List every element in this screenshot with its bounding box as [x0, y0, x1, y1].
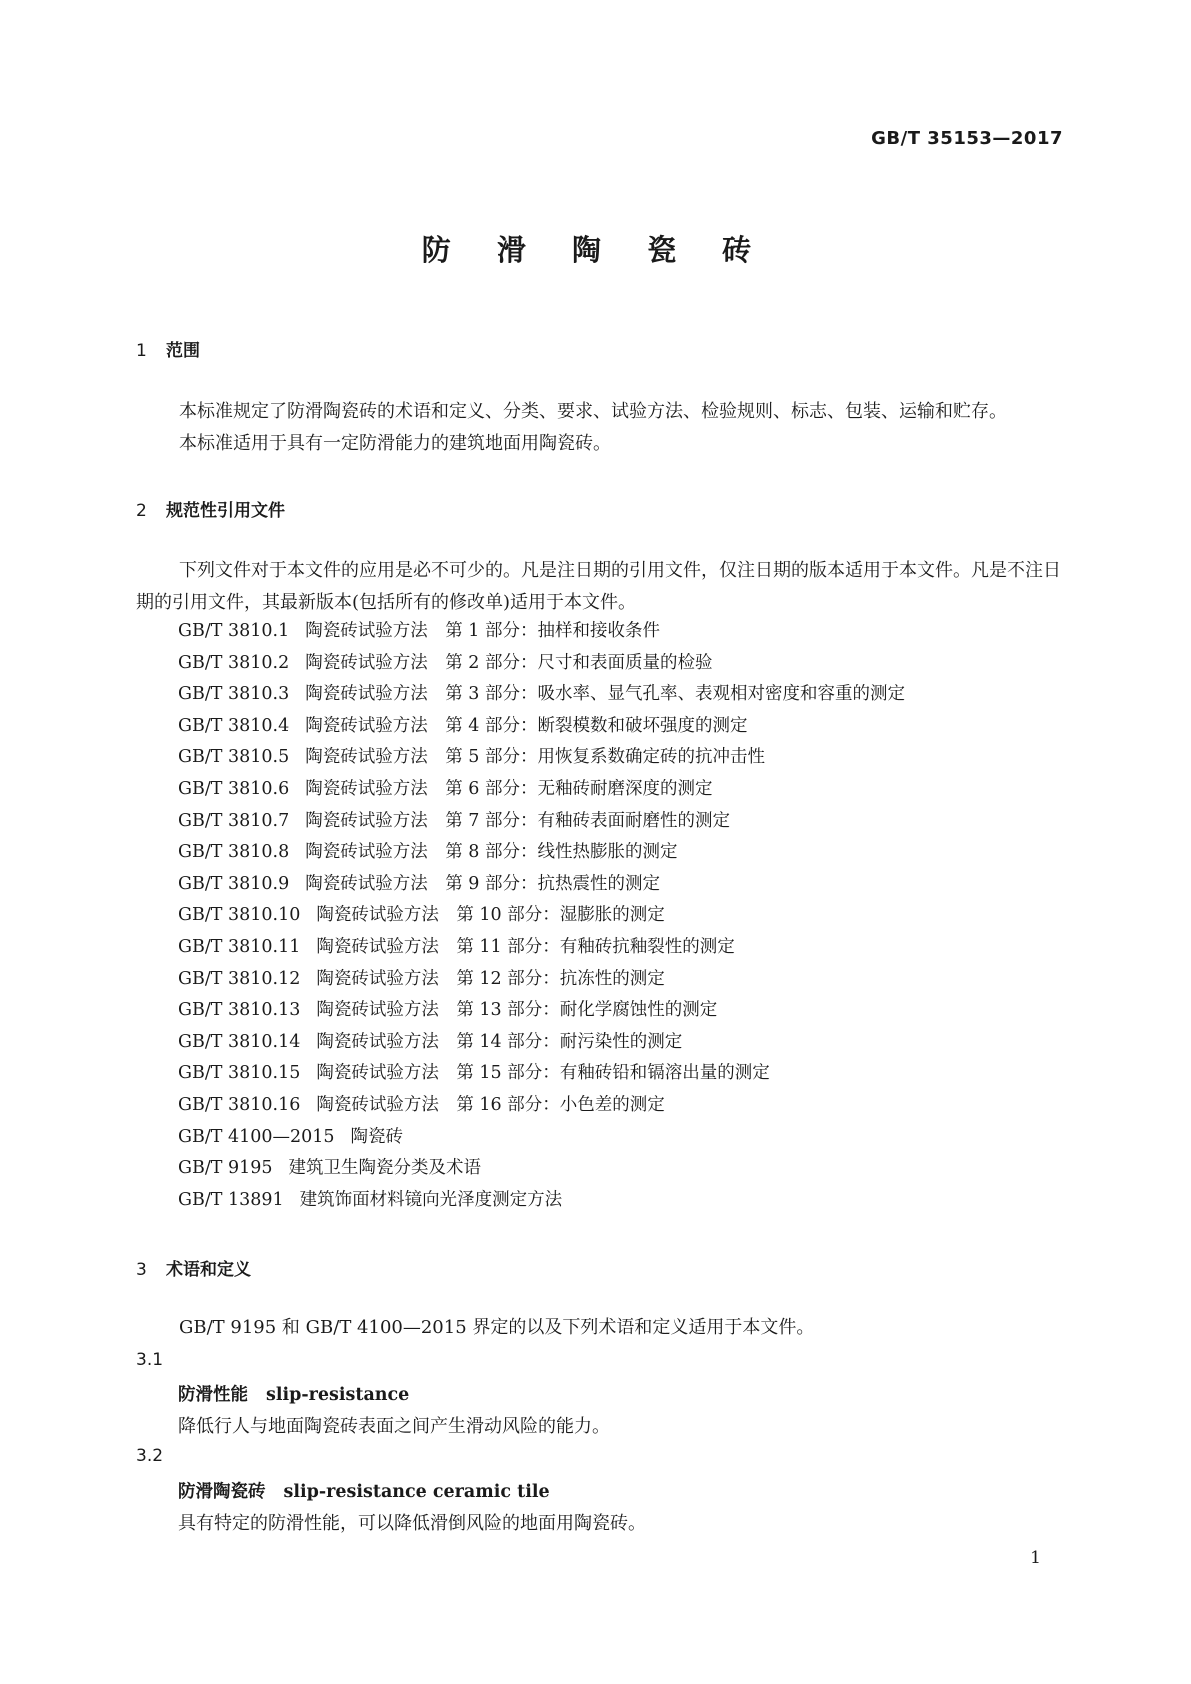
reference-code: GB/T 3810.9 [178, 873, 290, 894]
reference-code: GB/T 3810.8 [178, 842, 290, 863]
term-definition: 具有特定的防滑性能，可以降低滑倒风险的地面用陶瓷砖。 [178, 1513, 646, 1534]
references-intro: 下列文件对于本文件的应用是必不可少的。凡是注日期的引用文件，仅注日期的版本适用于本文件。凡是不注日期的引用文件，其最新版本(包括所有的修改单)适用于本文件。 [136, 560, 1061, 613]
reference-title: 陶瓷砖试验方法 第 3 部分：吸水率、显气孔率、表观相对密度和容重的测定 [305, 684, 905, 705]
reference-code: GB/T 3810.13 [178, 1000, 301, 1021]
reference-list [178, 616, 905, 1216]
reference-code: GB/T 3810.7 [178, 810, 290, 831]
reference-title: 陶瓷砖 [350, 1126, 404, 1147]
reference-item [178, 837, 905, 869]
reference-title: 建筑卫生陶瓷分类及术语 [288, 1158, 482, 1179]
document-title: 防 滑 陶 瓷 砖 [421, 233, 770, 267]
reference-title: 陶瓷砖试验方法 第 8 部分：线性热膨胀的测定 [305, 842, 678, 863]
page-number: 1 [1030, 1548, 1041, 1568]
reference-title: 陶瓷砖试验方法 第 7 部分：有釉砖表面耐磨性的测定 [305, 810, 730, 831]
reference-title: 陶瓷砖试验方法 第 10 部分：湿膨胀的测定 [316, 905, 665, 926]
section-title: 规范性引用文件 [166, 501, 285, 521]
reference-item [178, 1090, 905, 1122]
reference-code: GB/T 3810.14 [178, 1031, 301, 1052]
section-title: 范围 [166, 341, 200, 361]
reference-item [178, 742, 905, 774]
reference-code: GB/T 3810.2 [178, 652, 290, 673]
reference-title: 陶瓷砖试验方法 第 16 部分：小色差的测定 [316, 1094, 665, 1115]
section-heading-normative-references [136, 496, 285, 521]
reference-code: GB/T 3810.1 [178, 621, 290, 641]
term-definition: 降低行人与地面陶瓷砖表面之间产生滑动风险的能力。 [178, 1416, 610, 1437]
reference-title: 陶瓷砖试验方法 第 1 部分：抽样和接收条件 [305, 621, 660, 641]
reference-title: 陶瓷砖试验方法 第 4 部分：断裂模数和破坏强度的测定 [305, 715, 748, 736]
reference-title: 陶瓷砖试验方法 第 15 部分：有釉砖铅和镉溶出量的测定 [316, 1063, 770, 1084]
reference-item [178, 806, 905, 838]
reference-title: 陶瓷砖试验方法 第 6 部分：无釉砖耐磨深度的测定 [305, 778, 713, 799]
reference-code: GB/T 9195 [178, 1158, 273, 1179]
section-title: 术语和定义 [166, 1260, 251, 1280]
reference-title: 陶瓷砖试验方法 第 11 部分：有釉砖抗釉裂性的测定 [316, 936, 735, 957]
reference-code: GB/T 3810.3 [178, 684, 290, 705]
reference-code: GB/T 13891 [178, 1189, 284, 1210]
reference-code: GB/T 3810.5 [178, 747, 290, 768]
scope-paragraph-2: 本标准适用于具有一定防滑能力的建筑地面用陶瓷砖。 [179, 433, 611, 454]
reference-item [178, 964, 905, 996]
reference-code: GB/T 4100—2015 [178, 1126, 335, 1147]
terms-intro: GB/T 9195 和 GB/T 4100—2015 界定的以及下列术语和定义适用于本文件。 [179, 1317, 815, 1338]
reference-item [178, 1185, 905, 1217]
reference-item [178, 774, 905, 806]
term-english: slip-resistance [266, 1385, 410, 1405]
reference-code: GB/T 3810.12 [178, 968, 301, 989]
term-chinese: 防滑性能 [178, 1385, 248, 1405]
term-number: 3.1 [136, 1350, 164, 1370]
reference-item [178, 679, 905, 711]
reference-code: GB/T 3810.15 [178, 1063, 301, 1084]
section-number: 3 [136, 1260, 147, 1280]
reference-item [178, 648, 905, 680]
reference-title: 陶瓷砖试验方法 第 2 部分：尺寸和表面质量的检验 [305, 652, 713, 673]
reference-title: 陶瓷砖试验方法 第 14 部分：耐污染性的测定 [316, 1031, 683, 1052]
reference-item [178, 995, 905, 1027]
section-heading-terms-definitions [136, 1255, 251, 1280]
reference-item [178, 1153, 905, 1185]
section-number: 1 [136, 341, 147, 361]
reference-item [178, 900, 905, 932]
reference-item [178, 616, 905, 648]
reference-code: GB/T 3810.10 [178, 905, 301, 926]
reference-title: 陶瓷砖试验方法 第 9 部分：抗热震性的测定 [305, 873, 660, 894]
reference-title: 陶瓷砖试验方法 第 12 部分：抗冻性的测定 [316, 968, 665, 989]
reference-item [178, 1058, 905, 1090]
section-heading-scope [136, 336, 200, 361]
reference-title: 陶瓷砖试验方法 第 13 部分：耐化学腐蚀性的测定 [316, 1000, 718, 1021]
reference-item [178, 1027, 905, 1059]
scope-paragraph-1: 本标准规定了防滑陶瓷砖的术语和定义、分类、要求、试验方法、检验规则、标志、包装、运输和贮存。 [179, 401, 1007, 422]
section-number: 2 [136, 501, 147, 521]
reference-item [178, 711, 905, 743]
reference-code: GB/T 3810.4 [178, 715, 290, 736]
term-heading [178, 1478, 550, 1503]
term-number: 3.2 [136, 1446, 164, 1466]
reference-code: GB/T 3810.11 [178, 936, 301, 957]
reference-item [178, 932, 905, 964]
reference-code: GB/T 3810.16 [178, 1094, 301, 1115]
term-chinese: 防滑陶瓷砖 [178, 1482, 266, 1502]
term-heading [178, 1381, 409, 1406]
standard-number: GB/T 35153—2017 [871, 128, 1063, 149]
reference-item [178, 1122, 905, 1154]
term-english: slip-resistance ceramic tile [283, 1482, 550, 1502]
reference-item [178, 869, 905, 901]
reference-title: 陶瓷砖试验方法 第 5 部分：用恢复系数确定砖的抗冲击性 [305, 747, 765, 768]
reference-title: 建筑饰面材料镜向光泽度测定方法 [299, 1189, 563, 1210]
reference-code: GB/T 3810.6 [178, 778, 290, 799]
